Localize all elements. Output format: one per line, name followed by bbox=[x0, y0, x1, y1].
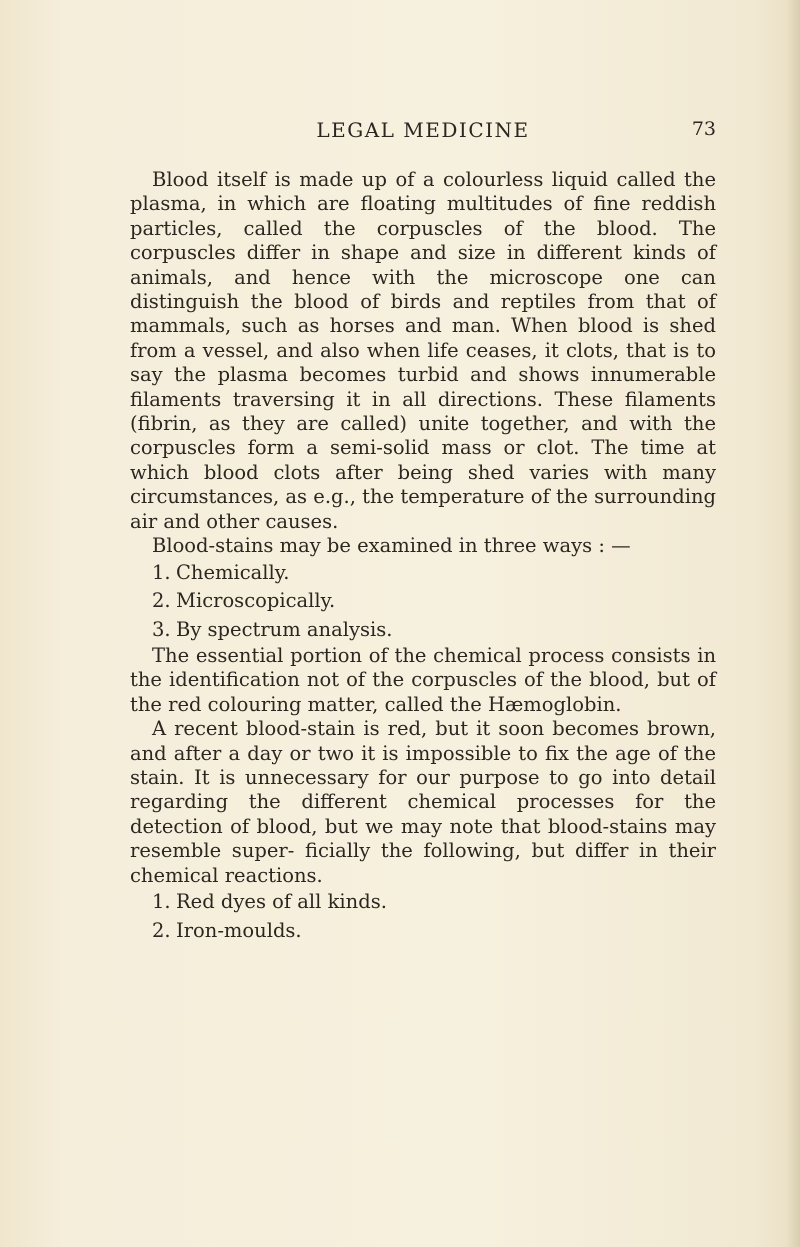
list-item-text: Chemically. bbox=[176, 560, 290, 584]
list-item-text: Microscopically. bbox=[176, 589, 336, 612]
list-item-number: 1. bbox=[152, 890, 171, 914]
methods-list bbox=[130, 559, 716, 645]
list-item bbox=[130, 917, 716, 946]
paragraph-recent-stain: A recent blood-stain is red, but it soon becomes brown, and after a day or two it is impossible to fix the age of the stain. It is unnecessary for our purpose to go into detail regarding the different chemical processes for the detection of blood, but we may note that blood-stains may resemble super- ficially the following, but differ in their chemical reactions. bbox=[130, 717, 716, 887]
list-item bbox=[130, 587, 716, 616]
list-item bbox=[130, 559, 716, 588]
paragraph-chemical-process: The essential portion of the chemical process consists in the identification not of the corpuscles of the blood, but of the red colouring matter, called the Hæmoglobin. bbox=[130, 644, 716, 716]
list-item-text: By spectrum analysis. bbox=[176, 617, 393, 641]
paragraph-blood-composition: Blood itself is made up of a colourless liquid called the plasma, in which are floating multitudes of fine reddish particles, called the corpuscles of the blood. The corpuscles differ in shape and size in different kinds of animals, and hence with the microscope one can distinguish the blood of birds and reptiles from that of mammals, such as horses and man. When blood is shed from a vessel, and also when life ceases, it clots, that is to say the plasma becomes turbid and shows innumerable filaments traversing it in all directions. These filaments (fibrin, as they are called) unite together, and with the corpuscles form a semi-solid mass or clot. The time at which blood clots after being shed varies with many circumstances, as e.g., the temperature of the surrounding air and other causes. bbox=[130, 168, 716, 533]
list-item-text: Iron-moulds. bbox=[176, 918, 302, 942]
resemblance-list bbox=[130, 888, 716, 945]
list-item bbox=[130, 616, 716, 645]
paragraph-examination-ways: Blood-stains may be examined in three ways : — bbox=[152, 534, 631, 558]
list-item-number: 1. bbox=[152, 560, 171, 584]
list-item-number: 3. bbox=[152, 617, 171, 641]
page-edge-shadow bbox=[786, 0, 800, 1247]
list-item-text: Red dyes of all kinds. bbox=[176, 890, 387, 914]
list-item-number: 2. bbox=[152, 918, 171, 942]
list-item-number: 2. bbox=[152, 589, 171, 612]
page-number: 73 bbox=[691, 118, 716, 140]
running-head-title: LEGAL MEDICINE bbox=[316, 118, 530, 142]
page-body bbox=[130, 168, 716, 945]
list-item bbox=[130, 888, 716, 917]
running-head bbox=[130, 118, 716, 148]
